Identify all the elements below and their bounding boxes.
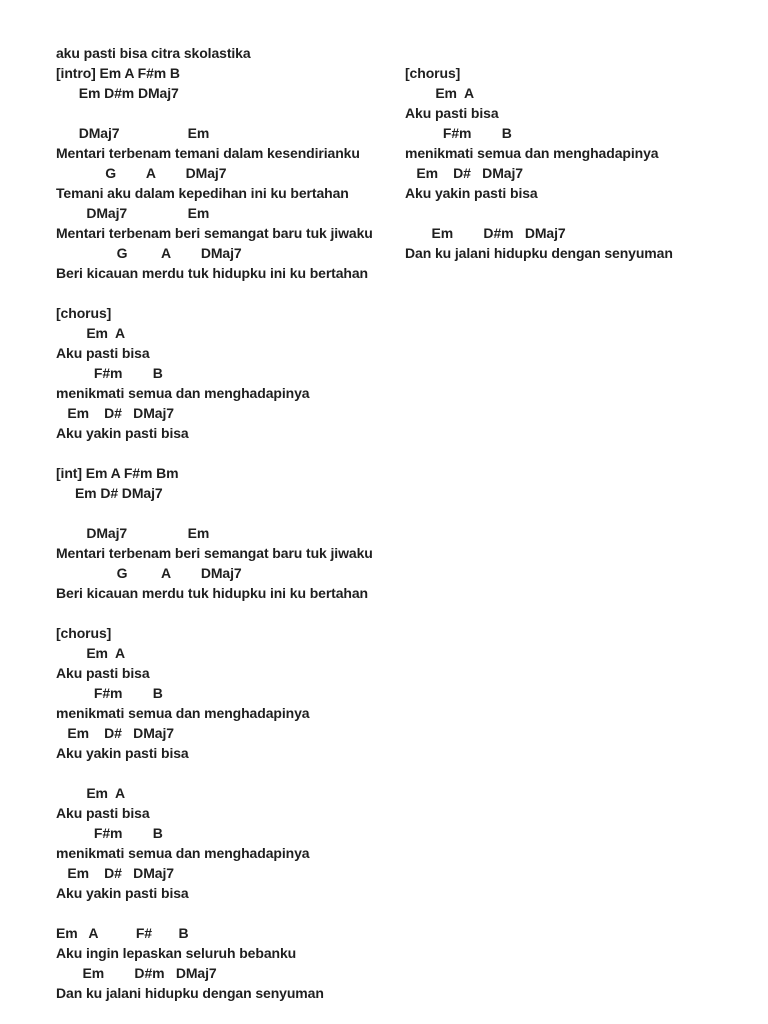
- text-line: Em D# DMaj7: [405, 165, 523, 181]
- text-line: menikmati semua dan menghadapinya: [405, 145, 659, 161]
- text-line: F#m B: [405, 125, 512, 141]
- text-line: [int] Em A F#m Bm: [56, 465, 179, 481]
- text-line: DMaj7 Em: [56, 125, 210, 141]
- text-line: [56, 283, 373, 303]
- text-line: F#m B: [56, 825, 163, 841]
- text-line: Aku yakin pasti bisa: [56, 425, 189, 441]
- text-line: Em A: [405, 85, 474, 101]
- text-line: menikmati semua dan menghadapinya: [56, 705, 310, 721]
- text-line: menikmati semua dan menghadapinya: [56, 845, 310, 861]
- left-column-lines: [56, 63, 373, 1003]
- song-title-line: aku pasti bisa citra skolastika: [56, 45, 251, 61]
- right-column-lines: [405, 63, 673, 263]
- text-line: Aku yakin pasti bisa: [56, 745, 189, 761]
- text-line: Em D#m DMaj7: [56, 965, 217, 981]
- text-line: Em A F# B: [56, 925, 189, 941]
- lyrics-column-right: [405, 63, 673, 263]
- text-line: Aku pasti bisa: [56, 665, 150, 681]
- text-line: [56, 503, 373, 523]
- text-line: Aku pasti bisa: [405, 105, 499, 121]
- text-line: Em D#m DMaj7: [56, 85, 179, 101]
- text-line: DMaj7 Em: [56, 205, 210, 221]
- text-line: Dan ku jalani hidupku dengan senyuman: [405, 245, 673, 261]
- text-line: [56, 903, 373, 923]
- text-line: Aku yakin pasti bisa: [56, 885, 189, 901]
- text-line: Aku ingin lepaskan seluruh bebanku: [56, 945, 297, 961]
- text-line: G A DMaj7: [56, 245, 242, 261]
- text-line: Beri kicauan merdu tuk hidupku ini ku bertahan: [56, 585, 369, 601]
- text-line: Mentari terbenam beri semangat baru tuk jiwaku: [56, 225, 373, 241]
- text-line: Mentari terbenam beri semangat baru tuk jiwaku: [56, 545, 373, 561]
- text-line: DMaj7 Em: [56, 525, 210, 541]
- text-line: Beri kicauan merdu tuk hidupku ini ku bertahan: [56, 265, 369, 281]
- text-line: Aku pasti bisa: [56, 345, 150, 361]
- text-line: Em D# DMaj7: [56, 485, 163, 501]
- text-line: F#m B: [56, 685, 163, 701]
- text-line: Mentari terbenam temani dalam kesendirianku: [56, 145, 360, 161]
- text-line: [chorus]: [405, 65, 461, 81]
- text-line: Em A: [56, 325, 125, 341]
- text-line: Aku pasti bisa: [56, 805, 150, 821]
- text-line: [405, 203, 673, 223]
- text-line: menikmati semua dan menghadapinya: [56, 385, 310, 401]
- text-line: G A DMaj7: [56, 565, 242, 581]
- text-line: [chorus]: [56, 305, 112, 321]
- text-line: [56, 443, 373, 463]
- text-line: [56, 603, 373, 623]
- text-line: Em D# DMaj7: [56, 405, 174, 421]
- text-line: Em A: [56, 645, 125, 661]
- text-line: Em A: [56, 785, 125, 801]
- text-line: Dan ku jalani hidupku dengan senyuman: [56, 985, 324, 1001]
- text-line: Em D# DMaj7: [56, 725, 174, 741]
- text-line: [intro] Em A F#m B: [56, 65, 180, 81]
- text-line: Em D#m DMaj7: [405, 225, 566, 241]
- text-line: [chorus]: [56, 625, 112, 641]
- text-line: [56, 763, 373, 783]
- text-line: F#m B: [56, 365, 163, 381]
- text-line: G A DMaj7: [56, 165, 227, 181]
- text-line: Temani aku dalam kepedihan ini ku bertahan: [56, 185, 349, 201]
- text-line: [56, 103, 373, 123]
- lyrics-column-left: [56, 43, 373, 1003]
- text-line: Aku yakin pasti bisa: [405, 185, 538, 201]
- text-line: Em D# DMaj7: [56, 865, 174, 881]
